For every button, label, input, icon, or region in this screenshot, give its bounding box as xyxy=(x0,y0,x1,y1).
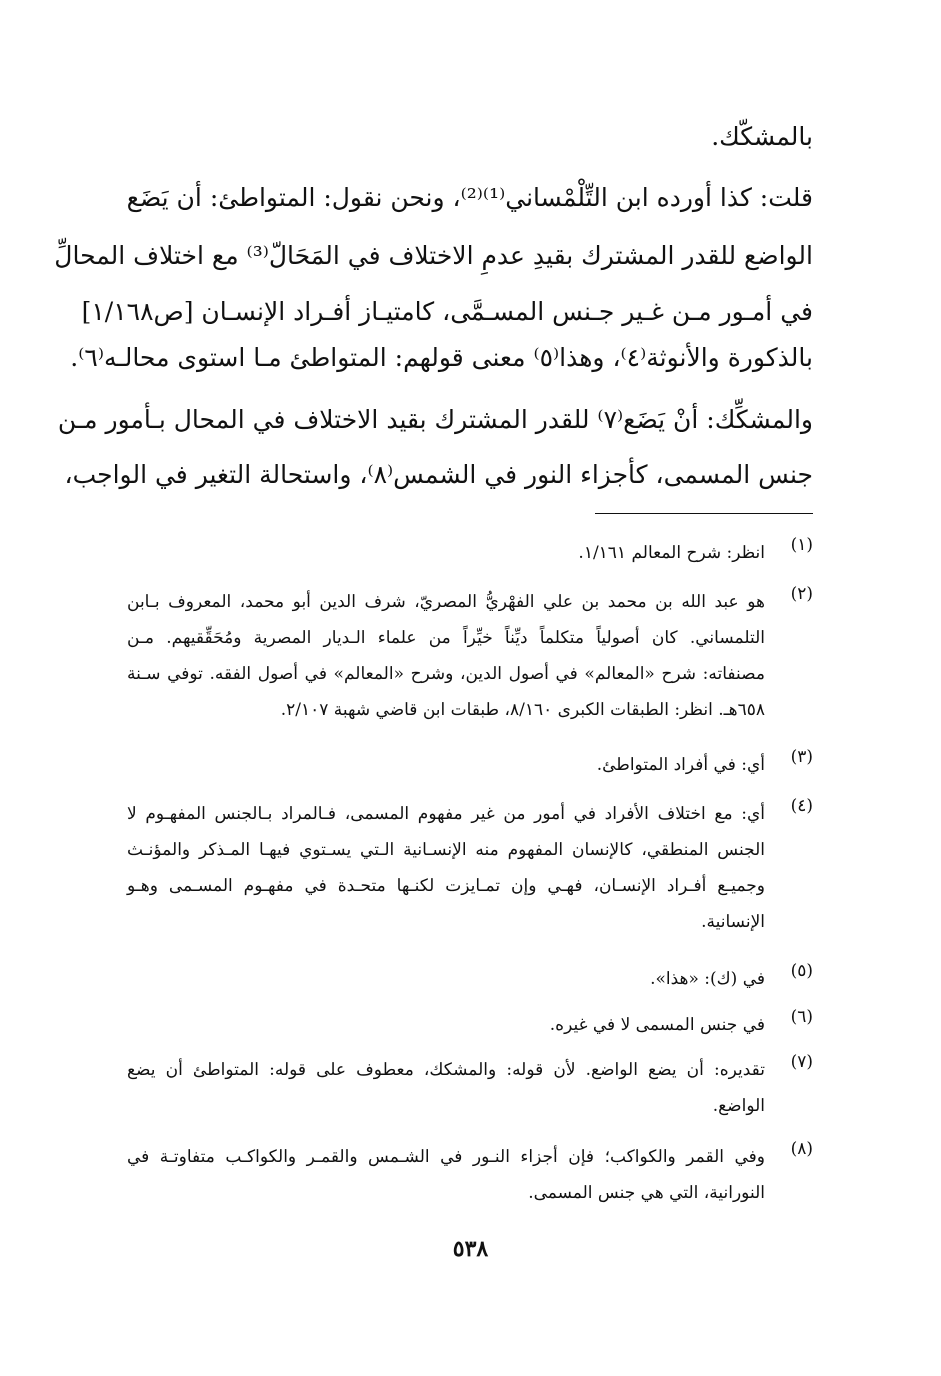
main-text-line-5: بالذكورة والأنوثة⁽٤⁾، وهذا⁽٥⁾ معنى قولهم: المتواطئ مـا استوى محالـه⁽٦⁾. xyxy=(70,343,813,372)
footnote-3 xyxy=(127,747,813,783)
main-text-line-4: في أمـور مـن غـير جـنس المسـمَّى، كامتيـاز أفـراد الإنسـان [ص١/١٦٨] xyxy=(81,297,813,326)
footnote-6 xyxy=(127,1007,813,1043)
footnote-line: في جنس المسمى لا في غيره. xyxy=(549,1015,765,1035)
footnote-7 xyxy=(127,1052,813,1124)
footnote-line: أي: في أفراد المتواطئ. xyxy=(596,755,765,775)
footnote-8 xyxy=(127,1139,813,1211)
footnote-1 xyxy=(127,535,813,571)
footnote-line: أي: مع اختلاف الأفراد في أمور من غير مفهوم المسمى، فـالمراد بـالجنس المفهـوم لا xyxy=(127,804,765,824)
main-text-line-2: قلت: كذا أورده ابن التِّلْمْساني⁽¹⁾⁽²⁾، ونحن نقول: المتواطئ: أن يَضَع xyxy=(126,183,813,212)
page-number: ٥٣٨ xyxy=(452,1236,489,1262)
footnote-line: انظر: شرح المعالم ١/١٦١. xyxy=(578,543,765,563)
footnote-number: (٢) xyxy=(790,584,813,604)
footnote-line: الإنسانية. xyxy=(701,912,765,932)
main-text-line-3: الواضع للقدر المشترك بقيدِ عدمِ الاختلاف في المَحَالّ⁽³⁾ مع اختلاف المحالِّ xyxy=(54,241,813,270)
footnote-5 xyxy=(127,961,813,997)
footnote-4 xyxy=(127,796,813,940)
main-text-line-7: جنس المسمى، كأجزاء النور في الشمس⁽٨⁾، واستحالة التغير في الواجب، xyxy=(64,460,813,489)
footnote-line: الجنس المنطقي، كالإنسان المفهوم منه الإنسـانية الـتي يسـتوي فيهـا المـذكر والمؤنـث xyxy=(127,840,765,860)
main-text-line-1: بالمشكّك. xyxy=(711,122,813,151)
footnote-number: (٨) xyxy=(790,1139,813,1159)
footnote-number: (٣) xyxy=(790,747,813,767)
footnote-line: وجميـع أفـراد الإنسـان، فهـي وإن تمـايزت لكنـها متحـدة في مفهـوم المسـمى وهـو xyxy=(127,876,765,896)
footnote-number: (٧) xyxy=(790,1052,813,1072)
main-text-line-6: والمشكِّك: أنْ يَضَع⁽٧⁾ للقدر المشترك بقيد الاختلاف في المحال بـأمور مـن xyxy=(57,405,813,434)
footnote-separator xyxy=(595,513,813,514)
footnote-line: هو عبد الله بن محمد بن علي الفهْريُّ المصريّ، شرف الدين أبو محمد، المعروف بـابن xyxy=(127,592,765,612)
footnote-2 xyxy=(127,584,813,728)
footnote-number: (٤) xyxy=(790,796,813,816)
footnote-line: مصنفاته: شرح «المعالم» في أصول الدين، وشرح «المعالم» في أصول الفقه. توفي سـنة xyxy=(127,664,765,684)
footnote-number: (٦) xyxy=(790,1007,813,1027)
footnote-line: في (ك): «هذا». xyxy=(650,969,765,989)
footnote-line: ٦٥٨هـ. انظر: الطبقات الكبرى ٨/١٦٠، طبقات ابن قاضي شهبة ٢/١٠٧. xyxy=(280,700,765,720)
footnote-line: تقديره: أن يضع الواضع. لأن قوله: والمشكك، معطوف على قوله: المتواطئ أن يضع xyxy=(127,1060,765,1080)
footnote-line: وفي القمر والكواكب؛ فإن أجزاء النـور في الشـمس والقمـر والكواكـب متفاوتـة في xyxy=(127,1147,765,1167)
footnote-line: النورانية، التي هي جنس المسمى. xyxy=(528,1183,765,1203)
footnote-number: (١) xyxy=(790,535,813,555)
footnote-line: التلمساني. كان أصولياً متكلماً ديِّناً خيِّراً من علماء الـديار المصرية ومُحَقِّقيهم. مـن xyxy=(127,628,765,648)
footnote-line: الواضع. xyxy=(712,1096,765,1116)
footnote-number: (٥) xyxy=(790,961,813,981)
